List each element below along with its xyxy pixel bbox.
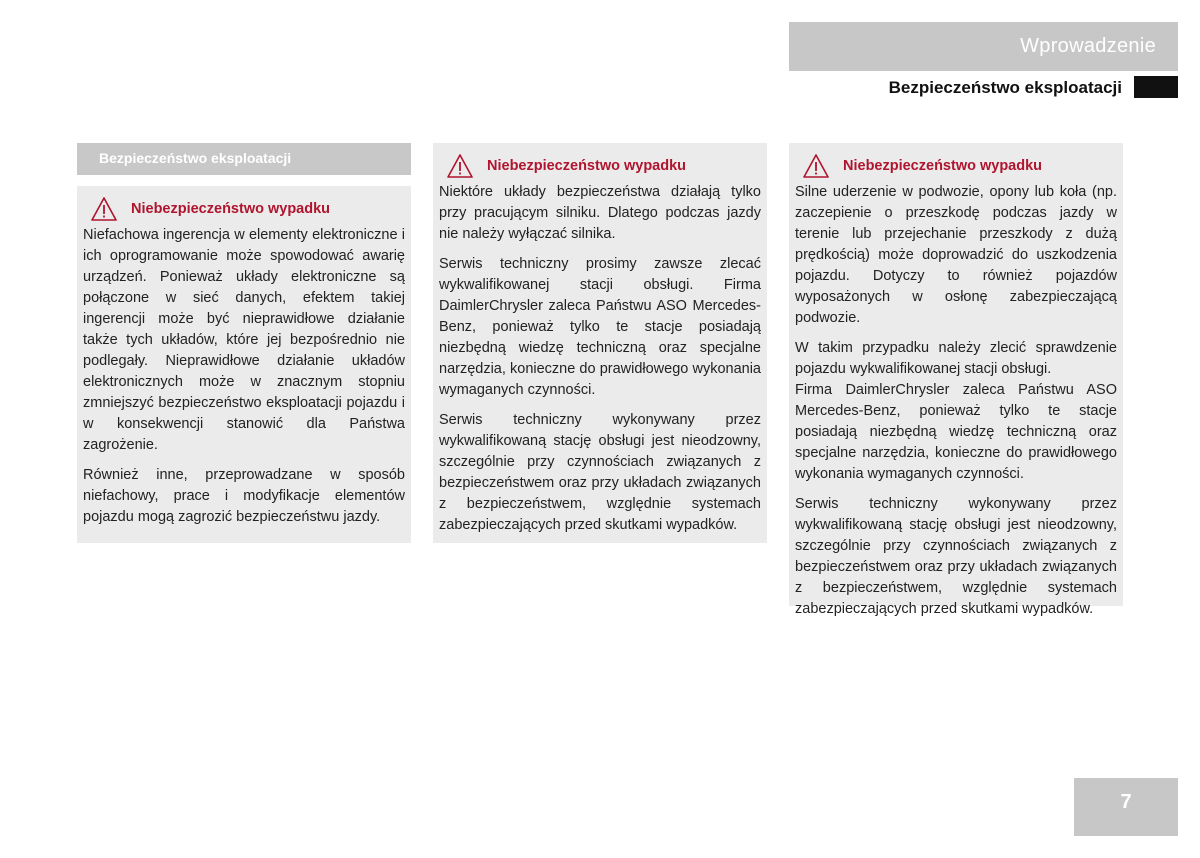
section-marker bbox=[1134, 76, 1178, 98]
paragraph: Niektóre układy bezpieczeństwa działają tylko przy pracującym silniku. Dlatego podczas jazdy nie należy wyłączać silnika. bbox=[439, 184, 761, 242]
warning-heading bbox=[83, 194, 405, 224]
warning-title: Niebezpieczeństwo wypadku bbox=[843, 158, 1043, 174]
warning-box-2 bbox=[433, 143, 767, 543]
paragraph: Serwis techniczny wykonywany przez wykwalifikowaną stację obsługi jest nieodzowny, szczególnie przy czynnościach związanych z bezpieczeństwem oraz przy układach związanych z bezpieczeństwem, względnie systemach zabezpieczających przed skutkami wypadków. bbox=[439, 412, 761, 533]
column-header: Bezpieczeństwo eksploatacji bbox=[77, 143, 411, 175]
paragraph: Silne uderzenie w podwozie, opony lub koła (np. zaczepienie o przeszkodę podczas jazdy w terenie lub przejechanie przeszkody z dużą prędkością) może doprowadzić do uszkodzenia pojazdu. Dotyczy to również pojazdów wyposażonych w osłonę zabezpieczającą podwozie. bbox=[795, 184, 1117, 326]
paragraph: Firma DaimlerChrysler zaleca Państwu ASO Mercedes-Benz, ponieważ tylko te stacje posiadają niezbędną wiedzę techniczną oraz specjalne narzędzia, konieczne do prawidłowego wykonania wymaganych czynności. bbox=[795, 382, 1117, 482]
paragraph: Serwis techniczny prosimy zawsze zlecać wykwalifikowanej stacji obsługi. Firma DaimlerChrysler zaleca Państwu ASO Mercedes-Benz, ponieważ tylko te stacje posiadają niezbędną wiedzę techniczną oraz specjalne narzędzia, konieczne do prawidłowego wykonania wymaganych czynności. bbox=[439, 256, 761, 398]
warning-triangle-icon bbox=[447, 153, 473, 179]
warning-heading bbox=[795, 151, 1117, 181]
paragraph: Również inne, przeprowadzane w sposób niefachowy, prace i modyfikacje elementów pojazdu mogą zagrozić bezpieczeństwu jazdy. bbox=[83, 467, 405, 525]
paragraph: W takim przypadku należy zlecić sprawdzenie pojazdu wykwalifikowanej stacji obsługi. bbox=[795, 340, 1117, 377]
paragraph: Serwis techniczny wykonywany przez wykwalifikowaną stację obsługi jest nieodzowny, szczególnie przy czynnościach związanych z bezpieczeństwem oraz przy układach związanych z bezpieczeństwem, względnie systemach zabezpieczających przed skutkami wypadków. bbox=[795, 496, 1117, 617]
warning-box-3 bbox=[789, 143, 1123, 617]
paragraph: Niefachowa ingerencja w elementy elektroniczne i ich oprogramowanie może spowodować awarię urządzeń. Ponieważ układy elektroniczne są połączone w sieć danych, efektem takiej ingerencji może być nieprawidłowe działanie także tych układów, które jej bezpośrednio nie podlegały. Nieprawidłowe działanie układów elektronicznych może w znacznym stopniu zmniejszyć bezpieczeństwo eksploatacji pojazdu i w konsekwencji stanowić dla Państwa zagrożenie. bbox=[83, 227, 405, 453]
warning-triangle-icon bbox=[91, 196, 117, 222]
warning-triangle-icon bbox=[803, 153, 829, 179]
warning-box-1 bbox=[77, 186, 411, 543]
section-title: Bezpieczeństwo eksploatacji bbox=[888, 78, 1122, 97]
warning-title: Niebezpieczeństwo wypadku bbox=[487, 158, 687, 174]
page-number: 7 bbox=[1074, 778, 1178, 836]
warning-title: Niebezpieczeństwo wypadku bbox=[131, 201, 331, 217]
chapter-tab: Wprowadzenie bbox=[789, 22, 1178, 71]
warning-heading bbox=[439, 151, 761, 181]
